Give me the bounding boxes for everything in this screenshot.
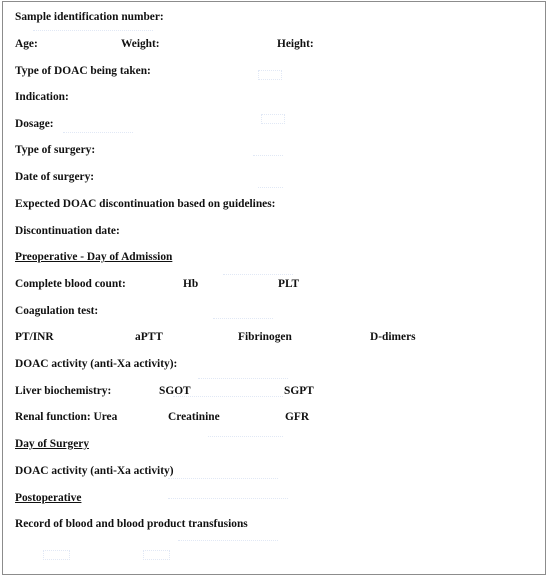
watermark-trace [198,378,288,379]
sgpt-label: SGPT [284,385,314,397]
hb-label: Hb [183,278,199,290]
watermark-trace [253,155,283,156]
pt-inr-label: PT/INR [15,331,54,343]
watermark-trace [213,318,273,319]
doac-activity-surgery-label: DOAC activity (anti-Xa activity) [15,465,174,477]
cbc-row [15,277,535,291]
watermark-trace [178,540,278,541]
plt-label: PLT [278,278,300,290]
surgery-day-section-heading: Day of Surgery [15,438,90,450]
watermark-trace [258,187,283,188]
watermark-trace [168,478,278,479]
form-frame [2,1,546,575]
coag-test-label: Coagulation test: [15,305,99,317]
watermark-trace [143,550,170,560]
discontinuation-date-label: Discontinuation date: [15,225,120,237]
surgery-date-label: Date of surgery: [15,171,95,183]
creatinine-label: Creatinine [168,411,220,423]
liver-label: Liver biochemistry: [15,385,112,397]
sample-id-label: Sample identification number: [15,11,164,23]
weight-label: Weight: [121,38,160,50]
preop-section-heading: Preoperative - Day of Admission [15,251,173,263]
cbc-label: Complete blood count: [15,278,126,290]
watermark-trace [63,132,133,133]
surgery-type-label: Type of surgery: [15,144,96,156]
height-label: Height: [277,38,314,50]
watermark-trace [43,550,70,560]
fibrinogen-label: Fibrinogen [238,331,292,343]
demographics-row [15,37,535,51]
expected-discontinuation-label: Expected DOAC discontinuation based on guidelines: [15,198,276,210]
watermark-trace [223,274,293,275]
gfr-label: GFR [285,411,310,423]
sgot-label: SGOT [159,385,191,397]
aptt-label: aPTT [135,331,163,343]
renal-label: Renal function: Urea [15,411,118,423]
doac-activity-preop-label: DOAC activity (anti-Xa activity): [15,358,178,370]
d-dimers-label: D-dimers [370,331,416,343]
postop-section-heading: Postoperative [15,492,82,504]
doac-type-label: Type of DOAC being taken: [15,65,151,77]
renal-row [15,410,535,424]
watermark-trace [258,70,282,80]
watermark-trace [261,114,285,124]
liver-row [15,384,535,398]
watermark-trace [168,498,288,499]
age-label: Age: [15,38,38,50]
watermark-trace [208,436,283,437]
watermark-trace [33,30,153,31]
indication-label: Indication: [15,91,69,103]
coag-values-row [15,330,535,344]
dosage-label: Dosage: [15,118,54,130]
transfusion-record-label: Record of blood and blood product transfusions [15,518,248,530]
